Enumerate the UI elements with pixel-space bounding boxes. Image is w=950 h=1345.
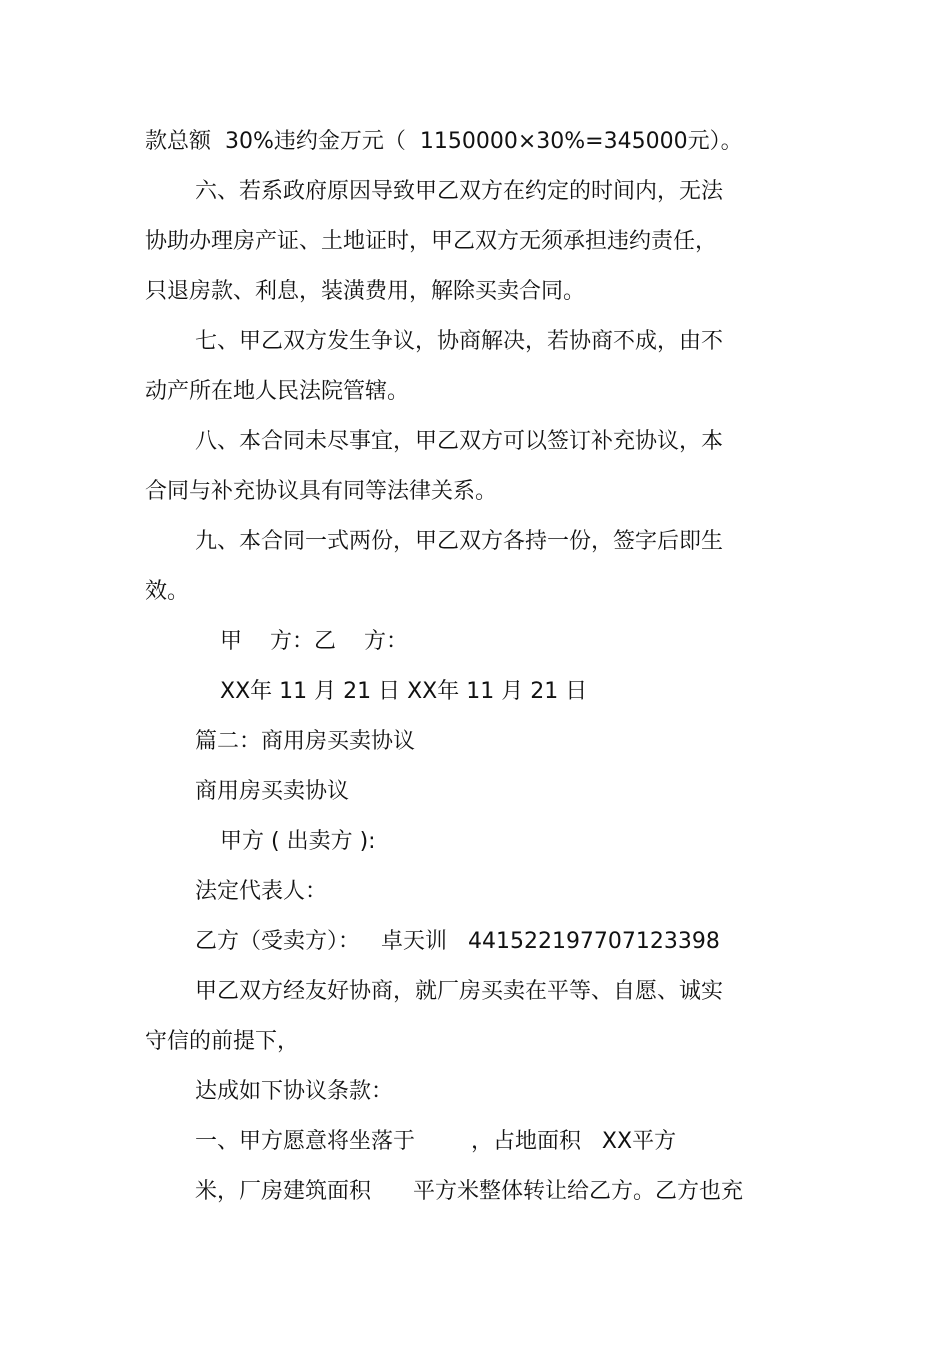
- agreement-title: 商用房买卖协议: [195, 779, 350, 804]
- text-line: 达成如下协议条款：: [195, 1079, 394, 1104]
- clause-nine: 九、本合同一式两份，甲乙双方各持一份，签字后即生: [195, 529, 724, 554]
- text-line: 协助办理房产证、土地证时，甲乙双方无须承担违约责任，: [145, 229, 718, 254]
- text-line: 合同与补充协议具有同等法律关系。: [145, 479, 498, 504]
- clause-eight: 八、本合同未尽事宜，甲乙双方可以签订补充协议，本: [195, 429, 724, 454]
- party-b-label: 乙方（受卖方）： 卓天训 441522197707123398: [195, 929, 720, 954]
- signature-parties: 甲 方：乙 方：: [220, 629, 408, 654]
- clause-one: 一、甲方愿意将坐落于 ，占地面积 XX平方: [195, 1129, 677, 1154]
- text-line: 甲乙双方经友好协商，就厂房买卖在平等、自愿、诚实: [195, 979, 724, 1004]
- signature-dates: XX年 11 月 21 日 XX年 11 月 21 日: [220, 679, 588, 704]
- clause-seven: 七、甲乙双方发生争议，协商解决，若协商不成，由不: [195, 329, 724, 354]
- text-line: 只退房款、利息，装潢费用，解除买卖合同。: [145, 279, 586, 304]
- text-line: 动产所在地人民法院管辖。: [145, 379, 410, 404]
- text-line: 效。: [145, 579, 190, 604]
- clause-six: 六、若系政府原因导致甲乙双方在约定的时间内，无法: [195, 179, 724, 204]
- text-line: 款总额 30%违约金万元（ 1150000×30%=345000元）。: [145, 129, 743, 154]
- party-a-label: 甲方 ( 出卖方 ):: [220, 829, 376, 854]
- legal-representative-label: 法定代表人：: [195, 879, 328, 904]
- text-line: 米，厂房建筑面积 平方米整体转让给乙方。乙方也充: [195, 1179, 743, 1204]
- section-heading: 篇二：商用房买卖协议: [195, 729, 416, 754]
- text-line: 守信的前提下，: [145, 1029, 300, 1054]
